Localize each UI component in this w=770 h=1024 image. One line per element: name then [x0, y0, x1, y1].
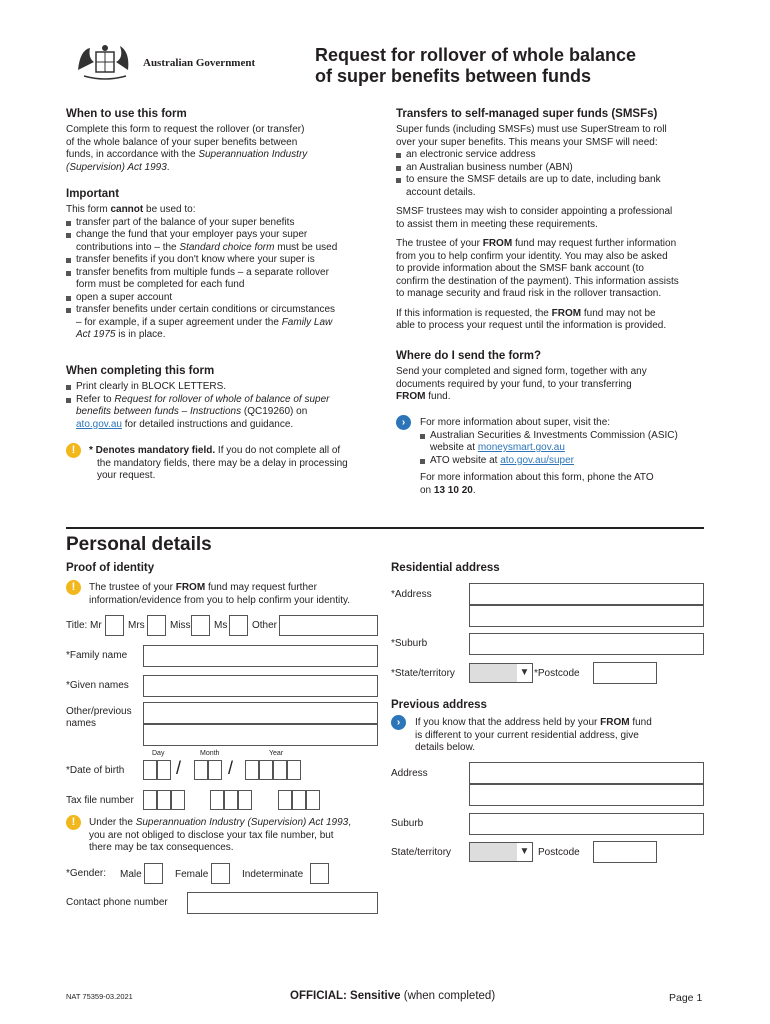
list-item: transfer benefits if you don't know where your super is [66, 254, 376, 267]
tfn-digit[interactable] [224, 790, 238, 810]
tfn-digit[interactable] [238, 790, 252, 810]
month-label: Month [200, 750, 220, 757]
warning-icon: ! [66, 815, 81, 830]
suburb-input[interactable] [469, 633, 704, 655]
title-miss-checkbox[interactable] [191, 615, 210, 636]
coat-of-arms-icon [70, 40, 140, 82]
prev-suburb-input[interactable] [469, 813, 704, 835]
prev-suburb-label: Suburb [391, 818, 424, 829]
list-item: transfer benefits from multiple funds – a separate rollover form must be completed for each fund [66, 267, 376, 292]
given-names-input[interactable] [143, 675, 378, 697]
list-item: an Australian business number (ABN) [396, 162, 706, 175]
page-number: Page 1 [669, 992, 703, 1004]
family-name-input[interactable] [143, 645, 378, 667]
other-names-label: Other/previous names [66, 706, 132, 729]
postcode-input[interactable] [593, 662, 657, 684]
list-item: ATO website at ato.gov.au/super [420, 455, 710, 468]
more-info: For more information about super, visit the: Australian Securities & Investments Commission (ASIC) website at moneysmart.gov.au ATO website at ato.gov.au/super For more information about this form, phone the ATO on 13 10 20. [420, 417, 710, 497]
title-label: Title: [66, 620, 88, 631]
gender-male-checkbox[interactable] [144, 863, 163, 884]
dob-digit[interactable] [143, 760, 157, 780]
chevron-down-icon: ▼ [517, 843, 532, 861]
send-heading: Where do I send the form? [396, 350, 542, 362]
moneysmart-link[interactable]: moneysmart.gov.au [477, 442, 565, 453]
smsf-text: Super funds (including SMSFs) must use SuperStream to roll over your super benefits. This means your SMSF will need: an electronic service address an Australian business number (ABN) to ensure the SMSF details are up to date, including bank account details. SMSF trustees may wish to consider appointing a professional to assist them in meeting these requirements. The trustee of your FROM fund may request further information from you to help confirm your identity. You may also be asked to provide information about the SMSF bank account (to confirm the destination of the payment). This information assists to manage security and fraud risk in the rollover transaction. If this information is requested, the FROM fund may not be able to process your request until the information is provided. [396, 124, 706, 333]
dob-digit[interactable] [259, 760, 273, 780]
info-arrow-icon: › [396, 415, 411, 430]
title-other-label: Other [252, 620, 278, 631]
address-input-2[interactable] [469, 605, 704, 627]
personal-details-heading: Personal details [66, 534, 212, 555]
logo-text: Australian Government [143, 57, 256, 69]
completing-heading: When completing this form [66, 365, 215, 377]
completing-list [66, 381, 376, 431]
other-names-input-2[interactable] [143, 724, 378, 746]
tfn-note: Under the Superannuation Industry (Supervision) Act 1993, you are not obliged to disclose your tax file number, but there may be tax consequences. [89, 817, 352, 853]
form-code: NAT 75359-03.2021 [66, 992, 133, 1001]
when-text: Complete this form to request the rollover (or transfer) of the whole balance of your super benefits between funds, in accordance with the Superannuation Industry (Supervision) Act 1993. [66, 124, 308, 173]
tfn-label: Tax file number [66, 795, 134, 806]
dob-digit[interactable] [208, 760, 222, 780]
list-item: open a super account [66, 292, 376, 305]
tfn-digit[interactable] [210, 790, 224, 810]
family-name-label: *Family name [66, 650, 128, 661]
gender-indeterminate-label: Indeterminate [242, 869, 304, 880]
important-heading: Important [66, 188, 120, 200]
dob-digit[interactable] [157, 760, 171, 780]
send-text: Send your completed and signed form, together with any documents required by your fund, to your transferring FROM fund. [396, 366, 647, 402]
title-other-input[interactable] [279, 615, 378, 636]
date-separator: / [228, 758, 234, 778]
title-mrs-label: Mrs [128, 620, 145, 631]
address-input-1[interactable] [469, 583, 704, 605]
gender-male-label: Male [120, 869, 142, 880]
year-label: Year [269, 750, 284, 757]
suburb-label: *Suburb [391, 638, 428, 649]
chevron-down-icon: ▼ [517, 664, 532, 682]
gender-female-checkbox[interactable] [211, 863, 230, 884]
section-divider [66, 527, 704, 529]
prev-address-input-1[interactable] [469, 762, 704, 784]
info-arrow-icon: › [391, 715, 406, 730]
previous-heading: Previous address [391, 699, 487, 711]
gender-label: *Gender: [66, 868, 107, 879]
ato-super-link[interactable]: ato.gov.au/super [500, 454, 574, 466]
tfn-digit[interactable] [292, 790, 306, 810]
state-label: *State/territory [391, 668, 455, 679]
security-classification: OFFICIAL: Sensitive (when completed) [290, 990, 496, 1002]
warning-icon: ! [66, 443, 81, 458]
residential-heading: Residential address [391, 562, 500, 574]
prev-postcode-input[interactable] [593, 841, 657, 863]
important-list: This form cannot be used to: transfer part of the balance of your super benefits change the fund that your employer pays your super contributions into – the Standard choice form must be used transfer benefits if you don't know where your super is transfer benefits from multiple funds – a separate rollover form must be completed for each fund open a super account transfer benefits under certain conditions or circumstances – for example, if a super agreement under the Family Law Act 1975 is in place. [66, 204, 376, 342]
tfn-digit[interactable] [157, 790, 171, 810]
when-heading: When to use this form [66, 108, 187, 120]
tfn-digit[interactable] [171, 790, 185, 810]
address-label: *Address [391, 589, 432, 600]
title-mr-label: Mr [90, 620, 102, 631]
dob-label: *Date of birth [66, 765, 125, 776]
ato-link[interactable]: ato.gov.au [76, 418, 122, 430]
form-title: Request for rollover of whole balance of super benefits between funds [315, 45, 637, 86]
contact-phone-input[interactable] [187, 892, 378, 914]
list-item: transfer benefits under certain conditions or circumstances – for example, if a super agreement under the Family Law Act 1975 is in place. [66, 304, 376, 342]
given-names-label: *Given names [66, 680, 129, 691]
list-item: Refer to Request for rollover of whole of balance of super benefits between funds – Instructions (QC19260) on ato.gov.au for detailed instructions and guidance. [66, 394, 376, 432]
title-ms-checkbox[interactable] [229, 615, 248, 636]
list-item: an electronic service address [396, 149, 706, 162]
list-item: Australian Securities & Investments Commission (ASIC) website at moneysmart.gov.au [420, 430, 710, 455]
warning-icon: ! [66, 580, 81, 595]
dob-digit[interactable] [194, 760, 208, 780]
proof-note: The trustee of your FROM fund may request further information/evidence from you to help confirm your identity. [89, 582, 351, 606]
list-item: change the fund that your employer pays your super contributions into – the Standard choice form must be used [66, 229, 376, 254]
proof-heading: Proof of identity [66, 562, 155, 574]
dob-digit[interactable] [287, 760, 301, 780]
date-separator: / [176, 758, 182, 778]
title-mrs-checkbox[interactable] [147, 615, 166, 636]
postcode-label: *Postcode [534, 668, 580, 679]
previous-note: If you know that the address held by your FROM fund is different to your current residential address, give details below. [415, 717, 652, 753]
other-names-input-1[interactable] [143, 702, 378, 724]
day-label: Day [152, 750, 165, 757]
list-item: transfer part of the balance of your super benefits [66, 217, 376, 230]
tfn-digit[interactable] [306, 790, 320, 810]
tfn-digit[interactable] [278, 790, 292, 810]
smsf-heading: Transfers to self-managed super funds (SMSFs) [396, 108, 658, 120]
prev-postcode-label: Postcode [538, 847, 580, 858]
list-item: to ensure the SMSF details are up to date, including bank account details. [396, 174, 706, 199]
dob-digit[interactable] [245, 760, 259, 780]
title-mr-checkbox[interactable] [105, 615, 124, 636]
list-item: Print clearly in BLOCK LETTERS. [66, 381, 376, 394]
tfn-digit[interactable] [143, 790, 157, 810]
contact-phone-label: Contact phone number [66, 897, 168, 908]
title-ms-label: Ms [214, 620, 228, 631]
title-miss-label: Miss [170, 620, 191, 631]
gender-female-label: Female [175, 869, 209, 880]
prev-state-label: State/territory [391, 847, 452, 858]
prev-address-input-2[interactable] [469, 784, 704, 806]
mandatory-note: * Denotes mandatory field. If you do not complete all of the mandatory fields, there may be a delay in processing your request. [89, 445, 348, 481]
gender-indeterminate-checkbox[interactable] [310, 863, 329, 884]
dob-digit[interactable] [273, 760, 287, 780]
prev-address-label: Address [391, 768, 428, 779]
